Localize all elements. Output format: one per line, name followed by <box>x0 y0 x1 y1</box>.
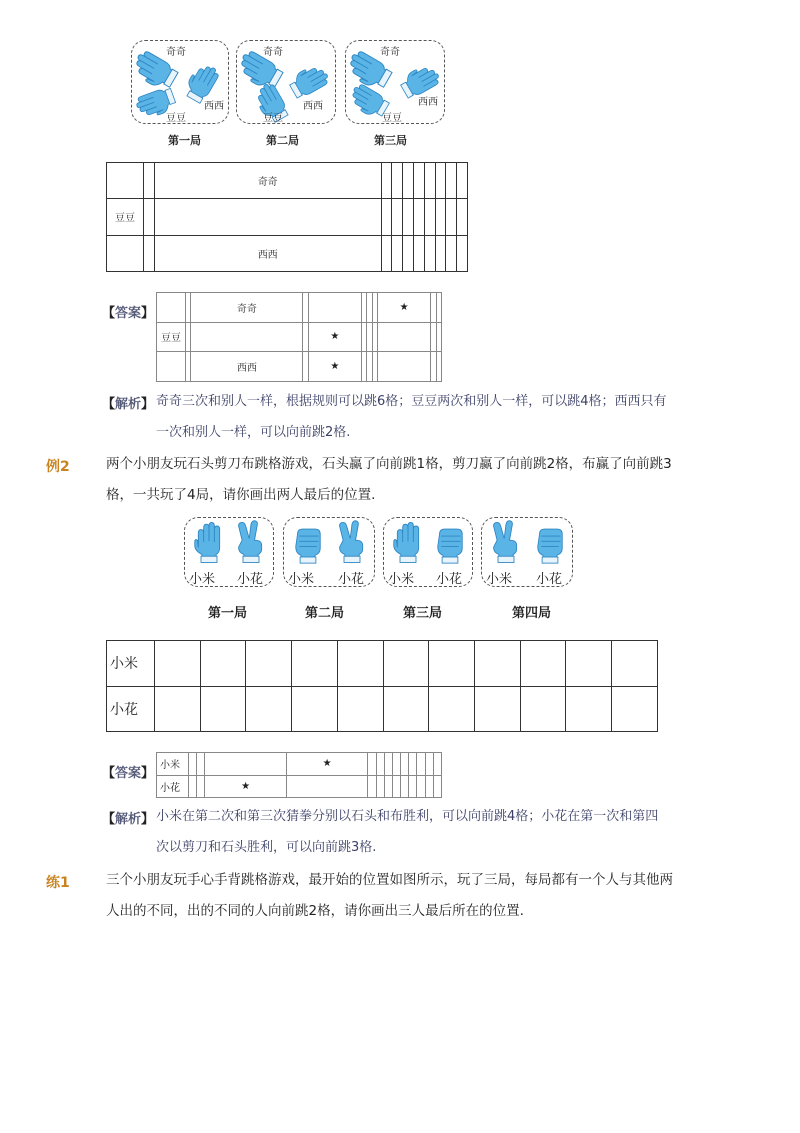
grid-cell <box>612 686 658 732</box>
round-box <box>236 40 336 124</box>
problem-line: 三个小朋友玩手心手背跳格游戏，最开始的位置如图所示，玩了三局，每局都有一个人与其他两 <box>106 872 673 888</box>
grid-cell <box>401 775 409 798</box>
star-marker: ★ <box>205 775 287 798</box>
answer-tag: 【答案】 <box>102 766 155 781</box>
round-label: 第二局 <box>266 134 299 147</box>
round-label: 第三局 <box>403 606 443 621</box>
hand-rock-icon <box>534 522 566 564</box>
hand-scissors-icon <box>336 520 368 564</box>
round-label: 第四局 <box>512 606 552 621</box>
analysis-text <box>156 801 716 863</box>
grid-label-cell: 小米 <box>107 641 155 687</box>
grid-label-cell: 西西 <box>191 352 303 382</box>
grid-cell <box>376 775 384 798</box>
grid-cell <box>436 293 441 323</box>
grid-cell <box>144 199 155 235</box>
grid-cell <box>417 753 425 776</box>
star-marker: ★ <box>308 322 361 352</box>
round-box <box>283 517 375 587</box>
grid-cell <box>403 199 414 235</box>
grid-row <box>107 235 468 271</box>
answer-tag-text: 答案 <box>115 766 142 781</box>
hand-paper-icon <box>392 520 424 564</box>
player-label: 小花 <box>338 572 365 587</box>
grid-cell <box>144 163 155 199</box>
round-box <box>383 517 473 587</box>
practice1-text <box>106 865 726 927</box>
grid-cell <box>424 235 435 271</box>
example2-answer-grid <box>156 752 442 798</box>
round-label: 第一局 <box>208 606 248 621</box>
star-marker: ★ <box>308 352 361 382</box>
grid-cell <box>205 753 287 776</box>
grid-cell <box>392 753 400 776</box>
grid-cell <box>155 686 201 732</box>
player-label: 西西 <box>204 101 224 112</box>
round-label: 第二局 <box>305 606 345 621</box>
grid-cell <box>409 753 417 776</box>
grid-cell <box>392 163 403 199</box>
grid-cell <box>413 235 424 271</box>
grid-cell <box>157 293 186 323</box>
grid-cell <box>403 163 414 199</box>
player-label: 小花 <box>536 572 563 587</box>
analysis-tag: 【解析】 <box>102 812 155 827</box>
grid-cell <box>191 322 303 352</box>
grid-cell <box>383 686 429 732</box>
grid-cell <box>157 352 186 382</box>
grid-row <box>107 199 468 235</box>
problem-line: 两个小朋友玩石头剪刀布跳格游戏，石头赢了向前跳1格，剪刀赢了向前跳2格，布赢了向前跳3 <box>106 456 672 472</box>
problem-line: 人出的不同，出的不同的人向前跳2格，请你画出三人最后所在的位置. <box>106 903 524 919</box>
analysis-tag-text: 解析 <box>115 397 142 412</box>
grid-cell <box>144 235 155 271</box>
grid-cell <box>429 686 475 732</box>
grid-cell <box>383 641 429 687</box>
answer-tag: 【答案】 <box>102 306 155 321</box>
player-label: 奇奇 <box>380 47 400 58</box>
hand-scissors-icon <box>490 520 522 564</box>
grid-cell <box>286 775 368 798</box>
example-label: 例2 <box>46 459 70 475</box>
player-label: 西西 <box>418 97 438 108</box>
grid-cell <box>425 753 433 776</box>
grid-cell <box>417 775 425 798</box>
grid-cell <box>384 775 392 798</box>
player-label: 小米 <box>486 572 513 587</box>
grid-cell <box>381 199 392 235</box>
hand-paper-icon <box>193 520 225 564</box>
player-label: 豆豆 <box>263 113 283 124</box>
player-label: 小花 <box>436 572 463 587</box>
grid-cell <box>520 641 566 687</box>
grid-cell <box>446 235 457 271</box>
grid-cell <box>566 641 612 687</box>
player-label: 小米 <box>388 572 415 587</box>
player-label: 奇奇 <box>263 47 283 58</box>
grid-cell <box>337 686 383 732</box>
player-label: 西西 <box>303 101 323 112</box>
grid-cell <box>457 199 468 235</box>
grid-cell <box>292 686 338 732</box>
grid-cell <box>436 352 441 382</box>
star-marker: ★ <box>378 293 431 323</box>
grid-cell <box>200 641 246 687</box>
grid-cell <box>381 163 392 199</box>
player-label: 奇奇 <box>166 47 186 58</box>
grid-cell <box>429 641 475 687</box>
grid-cell <box>446 163 457 199</box>
analysis-line: 次以剪刀和石头胜利，可以向前跳3格. <box>156 840 377 855</box>
grid-label-cell: 西西 <box>154 235 381 271</box>
analysis-line: 奇奇三次和别人一样，根据规则可以跳6格；豆豆两次和别人一样，可以跳4格；西西只有 <box>156 394 667 409</box>
grid-cell <box>446 199 457 235</box>
grid-cell <box>189 753 197 776</box>
grid-cell <box>409 775 417 798</box>
grid-label-cell: 豆豆 <box>157 322 186 352</box>
grid-cell <box>197 753 205 776</box>
grid-cell <box>368 775 376 798</box>
grid-row <box>107 163 468 199</box>
grid-cell <box>413 199 424 235</box>
grid-label-cell: 奇奇 <box>154 163 381 199</box>
problem-line: 格，一共玩了4局，请你画出两人最后的位置. <box>106 487 376 503</box>
grid-label-cell: 豆豆 <box>107 199 144 235</box>
hand-rock-icon <box>434 522 466 564</box>
grid-row <box>107 641 658 687</box>
grid-cell <box>475 686 521 732</box>
grid-cell <box>197 775 205 798</box>
analysis-tag-text: 解析 <box>115 812 142 827</box>
star-marker: ★ <box>286 753 368 776</box>
grid-cell <box>424 163 435 199</box>
grid-row <box>157 753 442 776</box>
grid-cell <box>566 686 612 732</box>
grid-cell <box>107 163 144 199</box>
grid-label-cell: 小米 <box>157 753 189 776</box>
grid-cell <box>433 775 441 798</box>
grid-cell <box>308 293 361 323</box>
example1-grid <box>106 162 468 272</box>
player-label: 小米 <box>189 572 216 587</box>
grid-cell <box>392 199 403 235</box>
grid-cell <box>154 199 381 235</box>
grid-cell <box>457 235 468 271</box>
hand-scissors-icon <box>235 520 267 564</box>
answer-tag-text: 答案 <box>115 306 142 321</box>
analysis-tag: 【解析】 <box>102 397 155 412</box>
grid-cell <box>155 641 201 687</box>
grid-cell <box>435 163 446 199</box>
grid-cell <box>337 641 383 687</box>
grid-cell <box>413 163 424 199</box>
grid-cell <box>433 753 441 776</box>
grid-cell <box>435 199 446 235</box>
player-label: 小米 <box>288 572 315 587</box>
analysis-line: 小米在第二次和第三次猜拳分别以石头和布胜利，可以向前跳4格；小花在第一次和第四 <box>156 809 659 824</box>
grid-row <box>107 686 658 732</box>
grid-row <box>157 775 442 798</box>
round-label: 第一局 <box>168 134 201 147</box>
round-box <box>131 40 229 124</box>
grid-cell <box>189 775 197 798</box>
round-box <box>481 517 573 587</box>
player-label: 豆豆 <box>166 113 186 124</box>
grid-cell <box>435 235 446 271</box>
grid-label-cell: 奇奇 <box>191 293 303 323</box>
round-box <box>345 40 445 124</box>
round-box <box>184 517 274 587</box>
example2-text <box>106 449 726 511</box>
grid-row <box>157 293 442 323</box>
grid-cell <box>381 235 392 271</box>
grid-cell <box>200 686 246 732</box>
grid-cell <box>376 753 384 776</box>
grid-label-cell: 小花 <box>107 686 155 732</box>
grid-cell <box>292 641 338 687</box>
player-label: 豆豆 <box>382 113 402 124</box>
grid-cell <box>107 235 144 271</box>
example1-answer-grid <box>156 292 442 382</box>
grid-cell <box>612 641 658 687</box>
grid-cell <box>401 753 409 776</box>
grid-cell <box>403 235 414 271</box>
analysis-line: 一次和别人一样，可以向前跳2格. <box>156 425 351 440</box>
grid-cell <box>475 641 521 687</box>
grid-cell <box>424 199 435 235</box>
example2-grid <box>106 640 658 732</box>
grid-cell <box>436 322 441 352</box>
grid-row <box>157 322 442 352</box>
grid-cell <box>368 753 376 776</box>
grid-cell <box>246 686 292 732</box>
hand-rock-icon <box>292 522 324 564</box>
player-label: 小花 <box>237 572 264 587</box>
grid-cell <box>392 775 400 798</box>
grid-cell <box>457 163 468 199</box>
grid-cell <box>384 753 392 776</box>
grid-cell <box>392 235 403 271</box>
grid-cell <box>425 775 433 798</box>
grid-row <box>157 352 442 382</box>
grid-cell <box>378 322 431 352</box>
grid-cell <box>246 641 292 687</box>
grid-cell <box>520 686 566 732</box>
practice-label: 练1 <box>46 875 70 891</box>
grid-cell <box>378 352 431 382</box>
analysis-text <box>156 386 716 448</box>
round-label: 第三局 <box>374 134 407 147</box>
grid-label-cell: 小花 <box>157 775 189 798</box>
